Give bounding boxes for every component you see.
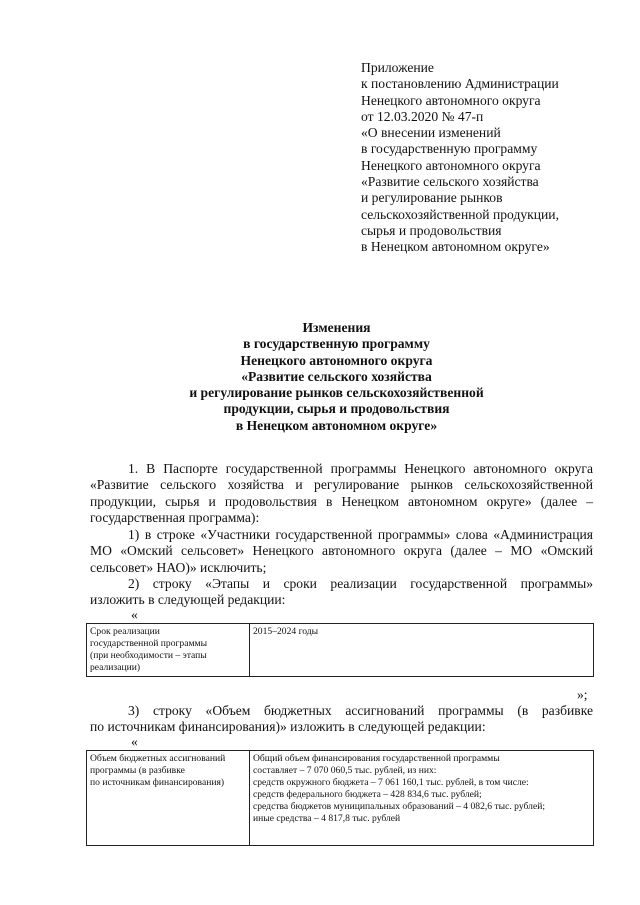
appendix-line: «Развитие сельского хозяйства [361,174,539,190]
paragraph-line: продукции, сырья и продовольствия в Ненецком автономном округе» (далее – [90,493,593,509]
paragraph-2 [90,527,593,576]
paragraph-1 [90,461,593,526]
paragraph-4 [90,703,593,736]
paragraph-line: «Развитие сельского хозяйства и регулирование рынков сельскохозяйственной [90,477,593,493]
table-cell-value [250,751,594,846]
cell-line: Срок реализации [90,626,160,637]
cell-line: по источникам финансирования) [90,777,225,788]
appendix-line: в государственную программу [361,141,538,157]
title-line: и регулирование рынков сельскохозяйственной [189,385,484,401]
appendix-line: и регулирование рынков [361,190,503,206]
cell-line: иные средства – 4 817,8 тыс. рублей [253,813,401,824]
paragraph-line: МО «Омский сельсовет» Ненецкого автономного округа (далее – МО «Омский [90,543,593,559]
opening-quote: « [131,607,138,622]
cell-line: средств окружного бюджета – 7 061 160,1 тыс. рублей, в том числе: [253,777,529,788]
document-title [80,320,593,434]
appendix-line: к постановлению Администрации [361,76,559,92]
cell-line: реализации) [90,662,141,673]
paragraph-3 [90,576,593,609]
appendix-line: в Ненецком автономном округе» [361,239,550,255]
appendix-line: «О внесении изменений [361,125,501,141]
cell-line: (при необходимости – этапы [90,650,207,661]
cell-line: Общий объем финансирования государственной программы [253,753,500,764]
paragraph-line: 1. В Паспорте государственной программы Ненецкого автономного округа [128,461,593,476]
table-cell-value [250,624,594,677]
appendix-header [361,60,621,256]
cell-line: составляет – 7 070 060,5 тыс. рублей, из них: [253,765,437,776]
stages-table [86,623,594,677]
appendix-line: Ненецкого автономного округа [361,157,541,173]
paragraph-line: 2) строку «Этапы и сроки реализации государственной программы» [128,576,593,591]
title-line: в Ненецком автономном округе» [235,417,438,433]
paragraph-line: изложить в следующей редакции: [90,592,286,608]
appendix-line: Ненецкого автономного округа [361,92,541,108]
appendix-line: сельскохозяйственной продукции, [361,206,559,222]
cell-line: Объем бюджетных ассигнований [90,753,226,764]
paragraph-line: сельсовет» НАО)» исключить; [90,559,267,575]
appendix-line: сырья и продовольствия [361,222,502,238]
cell-line: средства бюджетов муниципальных образований – 4 082,6 тыс. рублей; [253,801,546,812]
table-row [87,751,594,846]
paragraph-line: по источникам финансирования)» изложить в следующей редакции: [90,719,486,735]
title-line: «Развитие сельского хозяйства [241,368,432,384]
table-row [87,624,594,677]
closing-quote: »; [577,687,588,702]
budget-table [86,750,594,846]
paragraph-line: 1) в строке «Участники государственной программы» слова «Администрация [128,527,593,542]
title-line: Ненецкого автономного округа [240,352,433,368]
appendix-line: от 12.03.2020 № 47-п [361,108,484,124]
paragraph-line: 3) строку «Объем бюджетных ассигнований программы (в разбивке [128,703,593,718]
opening-quote: « [131,734,138,749]
cell-line: государственной программы [90,638,208,649]
title-line: в государственную программу [243,336,430,352]
paragraph-line: государственная программа): [90,509,260,525]
appendix-line: Приложение [361,60,434,75]
title-line: Изменения [302,320,371,335]
table-cell-label [87,624,250,677]
cell-line: программы (в разбивке [90,765,185,776]
table-cell-label [87,751,250,846]
cell-line: 2015–2024 годы [253,626,319,637]
cell-line: средств федерального бюджета – 428 834,6 тыс. рублей; [253,789,482,800]
title-line: продукции, сырья и продовольствия [223,401,450,417]
